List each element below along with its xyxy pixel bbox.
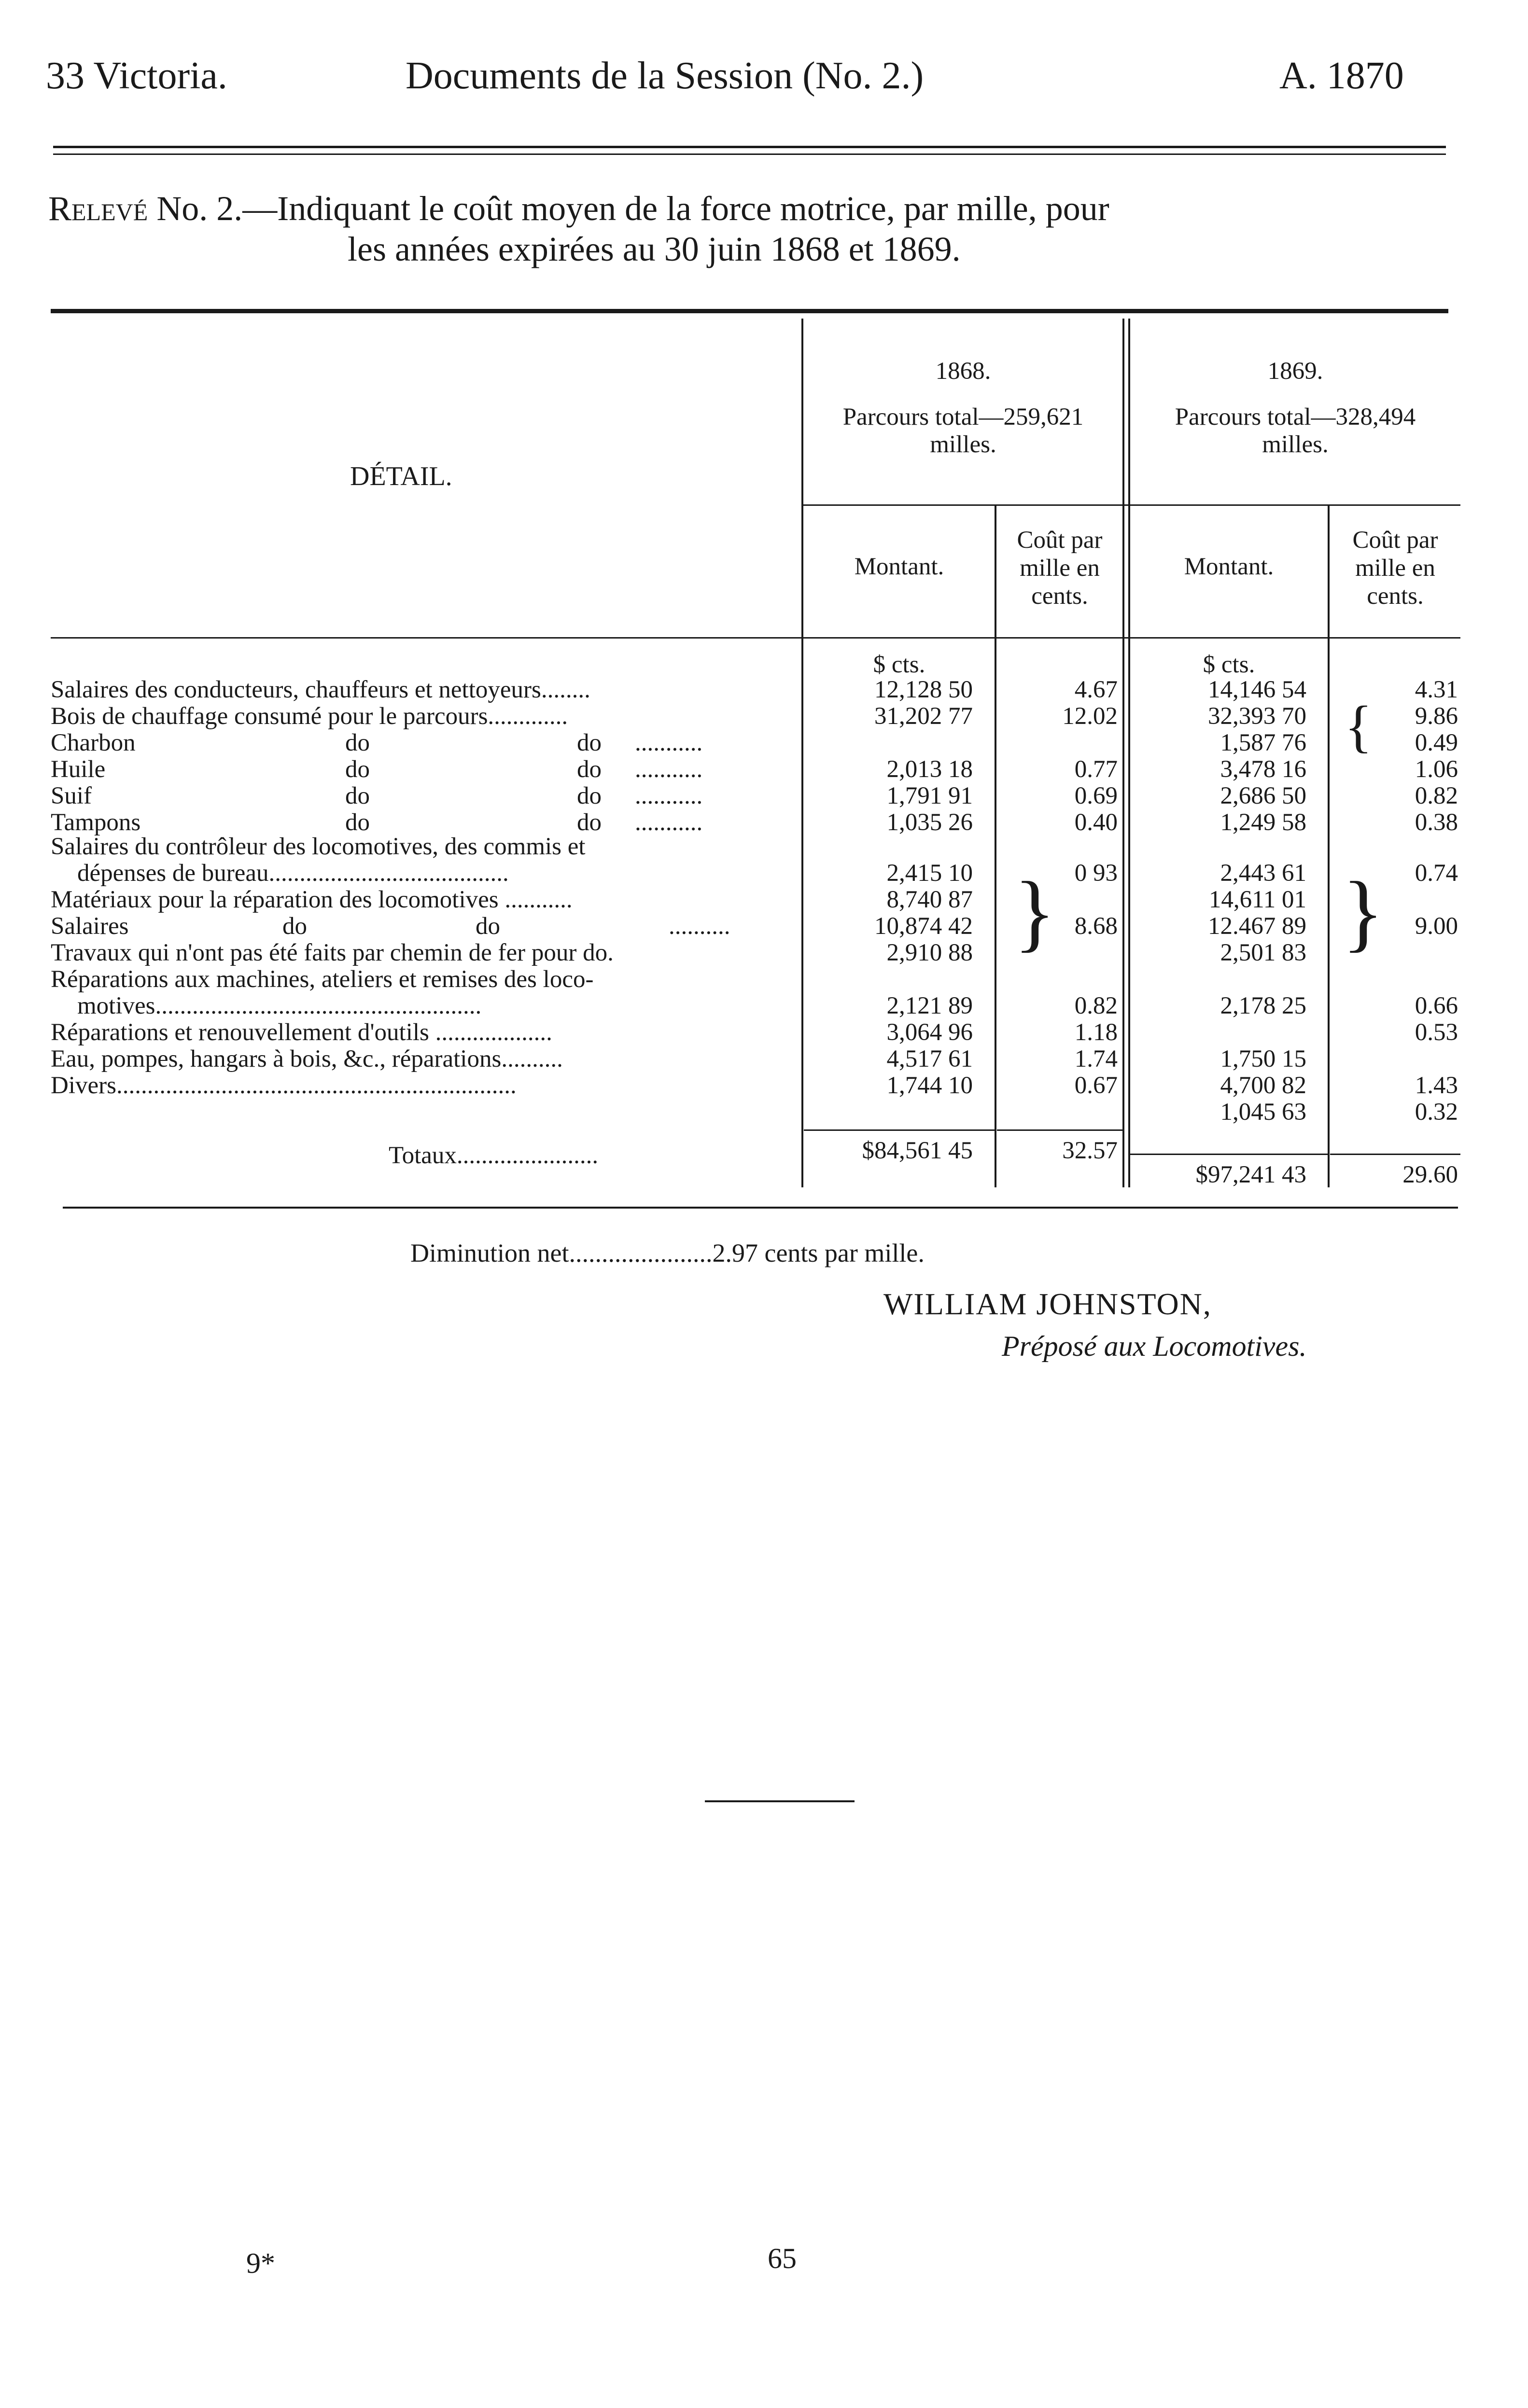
amount-1868: 2,415 10 [886, 860, 973, 887]
ditto-mark: do [345, 729, 370, 756]
amount-1869: 3,478 16 [1220, 756, 1306, 783]
end-separator [705, 1800, 855, 1802]
brace-left-icon: { [1345, 694, 1373, 758]
cost-1868: 12.02 [1062, 703, 1118, 730]
cost-1869: 0.53 [1415, 1019, 1458, 1046]
col-divider-year-a [1122, 319, 1124, 1187]
amount-1868: 4,517 61 [886, 1045, 973, 1072]
cost-1869: 9.86 [1415, 703, 1458, 730]
year-1868: 1868. [935, 358, 991, 385]
subtotal-rule-1868 [804, 1129, 995, 1131]
cout-1869-header-2: mille en [1355, 555, 1435, 582]
row-label: Bois de chauffage consumé pour le parcours............. [51, 703, 568, 730]
cost-1868: 0.82 [1074, 992, 1118, 1019]
leader-dots: ........... [635, 782, 703, 809]
subtotal-rule-1869-cost [1330, 1154, 1460, 1155]
amount-1868: 31,202 77 [874, 703, 973, 730]
total-cost-1869: 29.60 [1402, 1161, 1458, 1188]
cout-1868-header-1: Coût par [1017, 527, 1103, 554]
montant-1868-header: Montant. [854, 553, 944, 580]
cost-1869: 1.06 [1415, 756, 1458, 783]
ditto-mark: do [345, 756, 370, 783]
cost-1869: 0.74 [1415, 860, 1458, 887]
cout-1868-header-3: cents. [1031, 583, 1088, 610]
cout-1868-header-2: mille en [1020, 555, 1100, 582]
amount-1869: 4,700 82 [1220, 1072, 1306, 1099]
row-label: Huile [51, 756, 106, 783]
brace-right-icon: } [1342, 864, 1384, 960]
brace-right-icon: } [1014, 864, 1056, 960]
cost-table [51, 319, 1460, 1202]
cost-1868: 0.67 [1074, 1072, 1118, 1099]
table-top-rule [51, 309, 1448, 313]
ditto-mark: do [282, 913, 307, 940]
row-label: Eau, pompes, hangars à bois, &c., réparations.......... [51, 1045, 563, 1072]
amount-1869: 2,443 61 [1220, 860, 1306, 887]
row-label: Réparations aux machines, ateliers et remises des loco- [51, 966, 594, 993]
amount-1869: 32,393 70 [1208, 703, 1306, 730]
amount-1869: 12.467 89 [1208, 913, 1306, 940]
footer-signature-mark: 9* [246, 2247, 275, 2279]
row-label: Travaux qui n'ont pas été faits par chemin de fer pour do. [51, 939, 614, 966]
row-label: Salaires des conducteurs, chauffeurs et nettoyeurs........ [51, 676, 590, 703]
amount-1869: 1,045 63 [1220, 1099, 1306, 1126]
units-1869: $ cts. [1203, 651, 1255, 678]
signature-name: WILLIAM JOHNSTON, [883, 1287, 1212, 1321]
amount-1868: 1,744 10 [886, 1072, 973, 1099]
title-line-2: les années expirées au 30 juin 1868 et 1869. [348, 230, 961, 268]
amount-1869: 1,249 58 [1220, 809, 1306, 836]
cost-1868: 1.18 [1074, 1019, 1118, 1046]
cost-1868: 0.40 [1074, 809, 1118, 836]
ditto-mark: do [577, 782, 602, 809]
leader-dots: ........... [635, 809, 703, 836]
leader-dots: .......... [669, 913, 730, 940]
amount-1869: 2,501 83 [1220, 939, 1306, 966]
row-label: Salaires [51, 913, 129, 940]
header-rule-top [53, 146, 1446, 148]
amount-1868: 1,035 26 [886, 809, 973, 836]
ditto-mark: do [345, 782, 370, 809]
subtotal-rule-1869 [1130, 1154, 1328, 1155]
montant-1869-header: Montant. [1184, 553, 1274, 580]
cout-1869-header-3: cents. [1367, 583, 1424, 610]
cost-1869: 0.82 [1415, 782, 1458, 809]
row-label: motives..................................................... [77, 992, 482, 1019]
amount-1868: 2,910 88 [886, 939, 973, 966]
amount-1868: 10,874 42 [874, 913, 973, 940]
header-center: Documents de la Session (No. 2.) [406, 55, 924, 97]
amount-1869: 1,750 15 [1220, 1045, 1306, 1072]
table-bottom-rule [63, 1207, 1458, 1209]
cout-1869-header-1: Coût par [1352, 527, 1438, 554]
hline-columns [51, 637, 1460, 639]
row-label: Tampons [51, 809, 141, 836]
cost-1868: 0.69 [1074, 782, 1118, 809]
cost-1868: 4.67 [1074, 676, 1118, 703]
row-label: Salaires du contrôleur des locomotives, des commis et [51, 833, 586, 860]
col-divider-detail [801, 319, 803, 1187]
year-1869: 1869. [1267, 358, 1323, 385]
parcours-1869-line1: Parcours total—328,494 [1175, 404, 1416, 431]
row-label: Réparations et renouvellement d'outils ................... [51, 1019, 552, 1046]
amount-1868: 8,740 87 [886, 886, 973, 913]
ditto-mark: do [577, 729, 602, 756]
ditto-mark: do [577, 809, 602, 836]
diminution-line: Diminution net......................2.97 cents par mille. [410, 1239, 925, 1267]
title-line-1 [48, 188, 1109, 229]
leader-dots: ........... [635, 756, 703, 783]
header-right: A. 1870 [1279, 55, 1404, 97]
header-left: 33 Victoria. [46, 55, 227, 97]
amount-1868: 12,128 50 [874, 676, 973, 703]
row-label: Suif [51, 782, 92, 809]
detail-header: DÉTAIL. [350, 461, 452, 491]
row-label: Charbon [51, 729, 136, 756]
amount-1869: 2,178 25 [1220, 992, 1306, 1019]
amount-1868: 2,013 18 [886, 756, 973, 783]
title-prefix: Relevé [48, 189, 148, 228]
leader-dots: ........... [635, 729, 703, 756]
ditto-mark: do [476, 913, 500, 940]
amount-1868: 3,064 96 [886, 1019, 973, 1046]
ditto-mark: do [577, 756, 602, 783]
cost-1868: 8.68 [1074, 913, 1118, 940]
cost-1868: 1.74 [1074, 1045, 1118, 1072]
header-rule-bottom [53, 153, 1446, 155]
row-label: Divers................................................................. [51, 1072, 517, 1099]
cost-1868: 0.77 [1074, 756, 1118, 783]
cost-1869: 0.32 [1415, 1099, 1458, 1126]
ditto-mark: do [345, 809, 370, 836]
amount-1869: 1,587 76 [1220, 729, 1306, 756]
col-divider-1868-inner [995, 504, 996, 1187]
col-divider-1869-inner [1328, 504, 1330, 1187]
cost-1869: 1.43 [1415, 1072, 1458, 1099]
total-cost-1868: 32.57 [1062, 1137, 1118, 1164]
amount-1868: 2,121 89 [886, 992, 973, 1019]
cost-1868: 0 93 [1074, 860, 1118, 887]
signature-title: Préposé aux Locomotives. [1002, 1330, 1307, 1362]
parcours-1869-line2: milles. [1262, 431, 1329, 458]
amount-1869: 2,686 50 [1220, 782, 1306, 809]
total-amount-1869: $97,241 43 [1195, 1161, 1306, 1188]
totals-label: Totaux....................... [389, 1142, 599, 1169]
amount-1869: 14,611 01 [1208, 886, 1306, 913]
units-1868: $ cts. [873, 651, 925, 678]
cost-1869: 9.00 [1415, 913, 1458, 940]
cost-1869: 0.66 [1415, 992, 1458, 1019]
hline-subhead [801, 504, 1460, 506]
parcours-1868-line1: Parcours total—259,621 [842, 404, 1084, 431]
amount-1868: 1,791 91 [886, 782, 973, 809]
total-amount-1868: $84,561 45 [862, 1137, 973, 1164]
amount-1869: 14,146 54 [1208, 676, 1306, 703]
subtotal-rule-1868-cost [997, 1129, 1122, 1131]
title-text-1: No. 2.—Indiquant le coût moyen de la force motrice, par mille, pour [156, 189, 1109, 228]
page-number: 65 [768, 2242, 797, 2274]
cost-1869: 0.38 [1415, 809, 1458, 836]
parcours-1868-line2: milles. [930, 431, 996, 458]
row-label: dépenses de bureau....................................... [77, 860, 509, 887]
cost-1869: 4.31 [1415, 676, 1458, 703]
row-label: Matériaux pour la réparation des locomotives ........... [51, 886, 573, 913]
cost-1869: 0.49 [1415, 729, 1458, 756]
